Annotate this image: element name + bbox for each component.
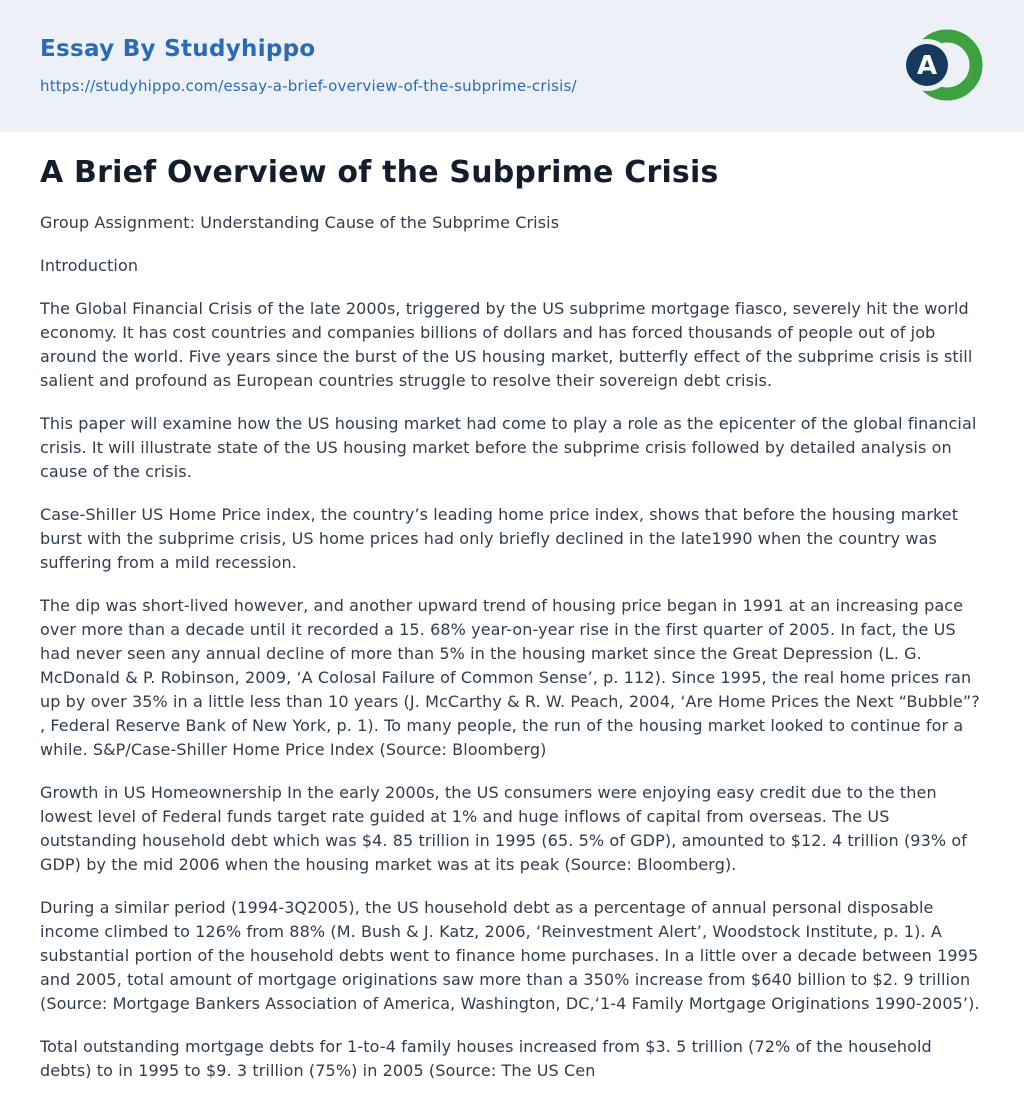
essay-paragraph-2: This paper will examine how the US housing market had come to play a role as the epicenter of the global financial crisis. It will illustrate state of the US housing market before the subprime crisis followed by detailed analysis on cause of the crisis. [40,413,977,481]
page-header [0,0,1024,132]
essay-paragraph-3: Case-Shiller US Home Price index, the country’s leading home price index, shows that before the housing market burst with the subprime crisis, US home prices had only briefly declined in the late1990 when the country was suffering from a mild recession. [40,504,959,572]
logo-letter: A [916,51,938,81]
essay-paragraph-7: Total outstanding mortgage debts for 1-to-4 family houses increased from $3. 5 trillion (72% of the household debts) to in 1995 to $9. 3 trillion (75%) in 2005 (Source: The US Cen [40,1036,932,1080]
essay-title: A Brief Overview of the Subprime Crisis [40,155,719,190]
studyhippo-logo-icon [906,26,984,104]
essay-paragraph-1: The Global Financial Crisis of the late 2000s, triggered by the US subprime mortgage fiasco, severely hit the world economy. It has cost countries and companies billions of dollars and has forced thousands of people out of job around the world. Five years since the burst of the US housing market, butterfly effect of the subprime crisis is still salient and profound as European countries struggle to resolve their sovereign debt crisis. [40,298,973,390]
essay-paragraph-5: Growth in US Homeownership In the early 2000s, the US consumers were enjoying easy credit due to the then lowest level of Federal funds target rate guided at 1% and huge inflows of capital from overseas. The US outstanding household debt which was $4. 85 trillion in 1995 (65. 5% of GDP), amounted to $12. 4 trillion (93% of GDP) by the mid 2006 when the housing market was at its peak (Source: Bloomberg). [40,782,967,874]
site-title: Essay By Studyhippo [40,35,316,62]
header-text-block [40,36,577,95]
source-url-link[interactable]: https://studyhippo.com/essay-a-brief-overview-of-the-subprime-crisis/ [40,76,577,95]
studyhippo-logo[interactable] [906,26,984,104]
essay-content [0,132,1024,1083]
essay-subtitle: Group Assignment: Understanding Cause of the Subprime Crisis [40,212,560,232]
section-heading-introduction: Introduction [40,255,139,275]
essay-paragraph-6: During a similar period (1994-3Q2005), the US household debt as a percentage of annual personal disposable income climbed to 126% from 88% (M. Bush & J. Katz, 2006, ‘Reinvestment Alert’, Woodstock Institute, p. 1). A substantial portion of the household debts went to finance home purchases. In a little over a decade between 1995 and 2005, total amount of mortgage originations saw more than a 350% increase from $640 billion to $2. 9 trillion (Source: Mortgage Bankers Association of America, Washington, DC,‘1-4 Family Mortgage Originations 1990-2005’). [40,897,980,1013]
essay-paragraph-4: The dip was short-lived however, and another upward trend of housing price began in 1991 at an increasing pace over more than a decade until it recorded a 15. 68% year-on-year rise in the first quarter of 2005. In fact, the US had never seen any annual decline of more than 5% in the housing market since the Great Depression (L. G. McDonald & P. Robinson, 2009, ‘A Colosal Failure of Common Sense’, p. 112). Since 1995, the real home prices ran up by over 35% in a little less than 10 years (J. McCarthy & R. W. Peach, 2004, ‘Are Home Prices the Next “Bubble”? , Federal Reserve Bank of New York, p. 1). To many people, the run of the housing market looked to continue for a while. S&P/Case-Shiller Home Price Index (Source: Bloomberg) [40,595,980,759]
